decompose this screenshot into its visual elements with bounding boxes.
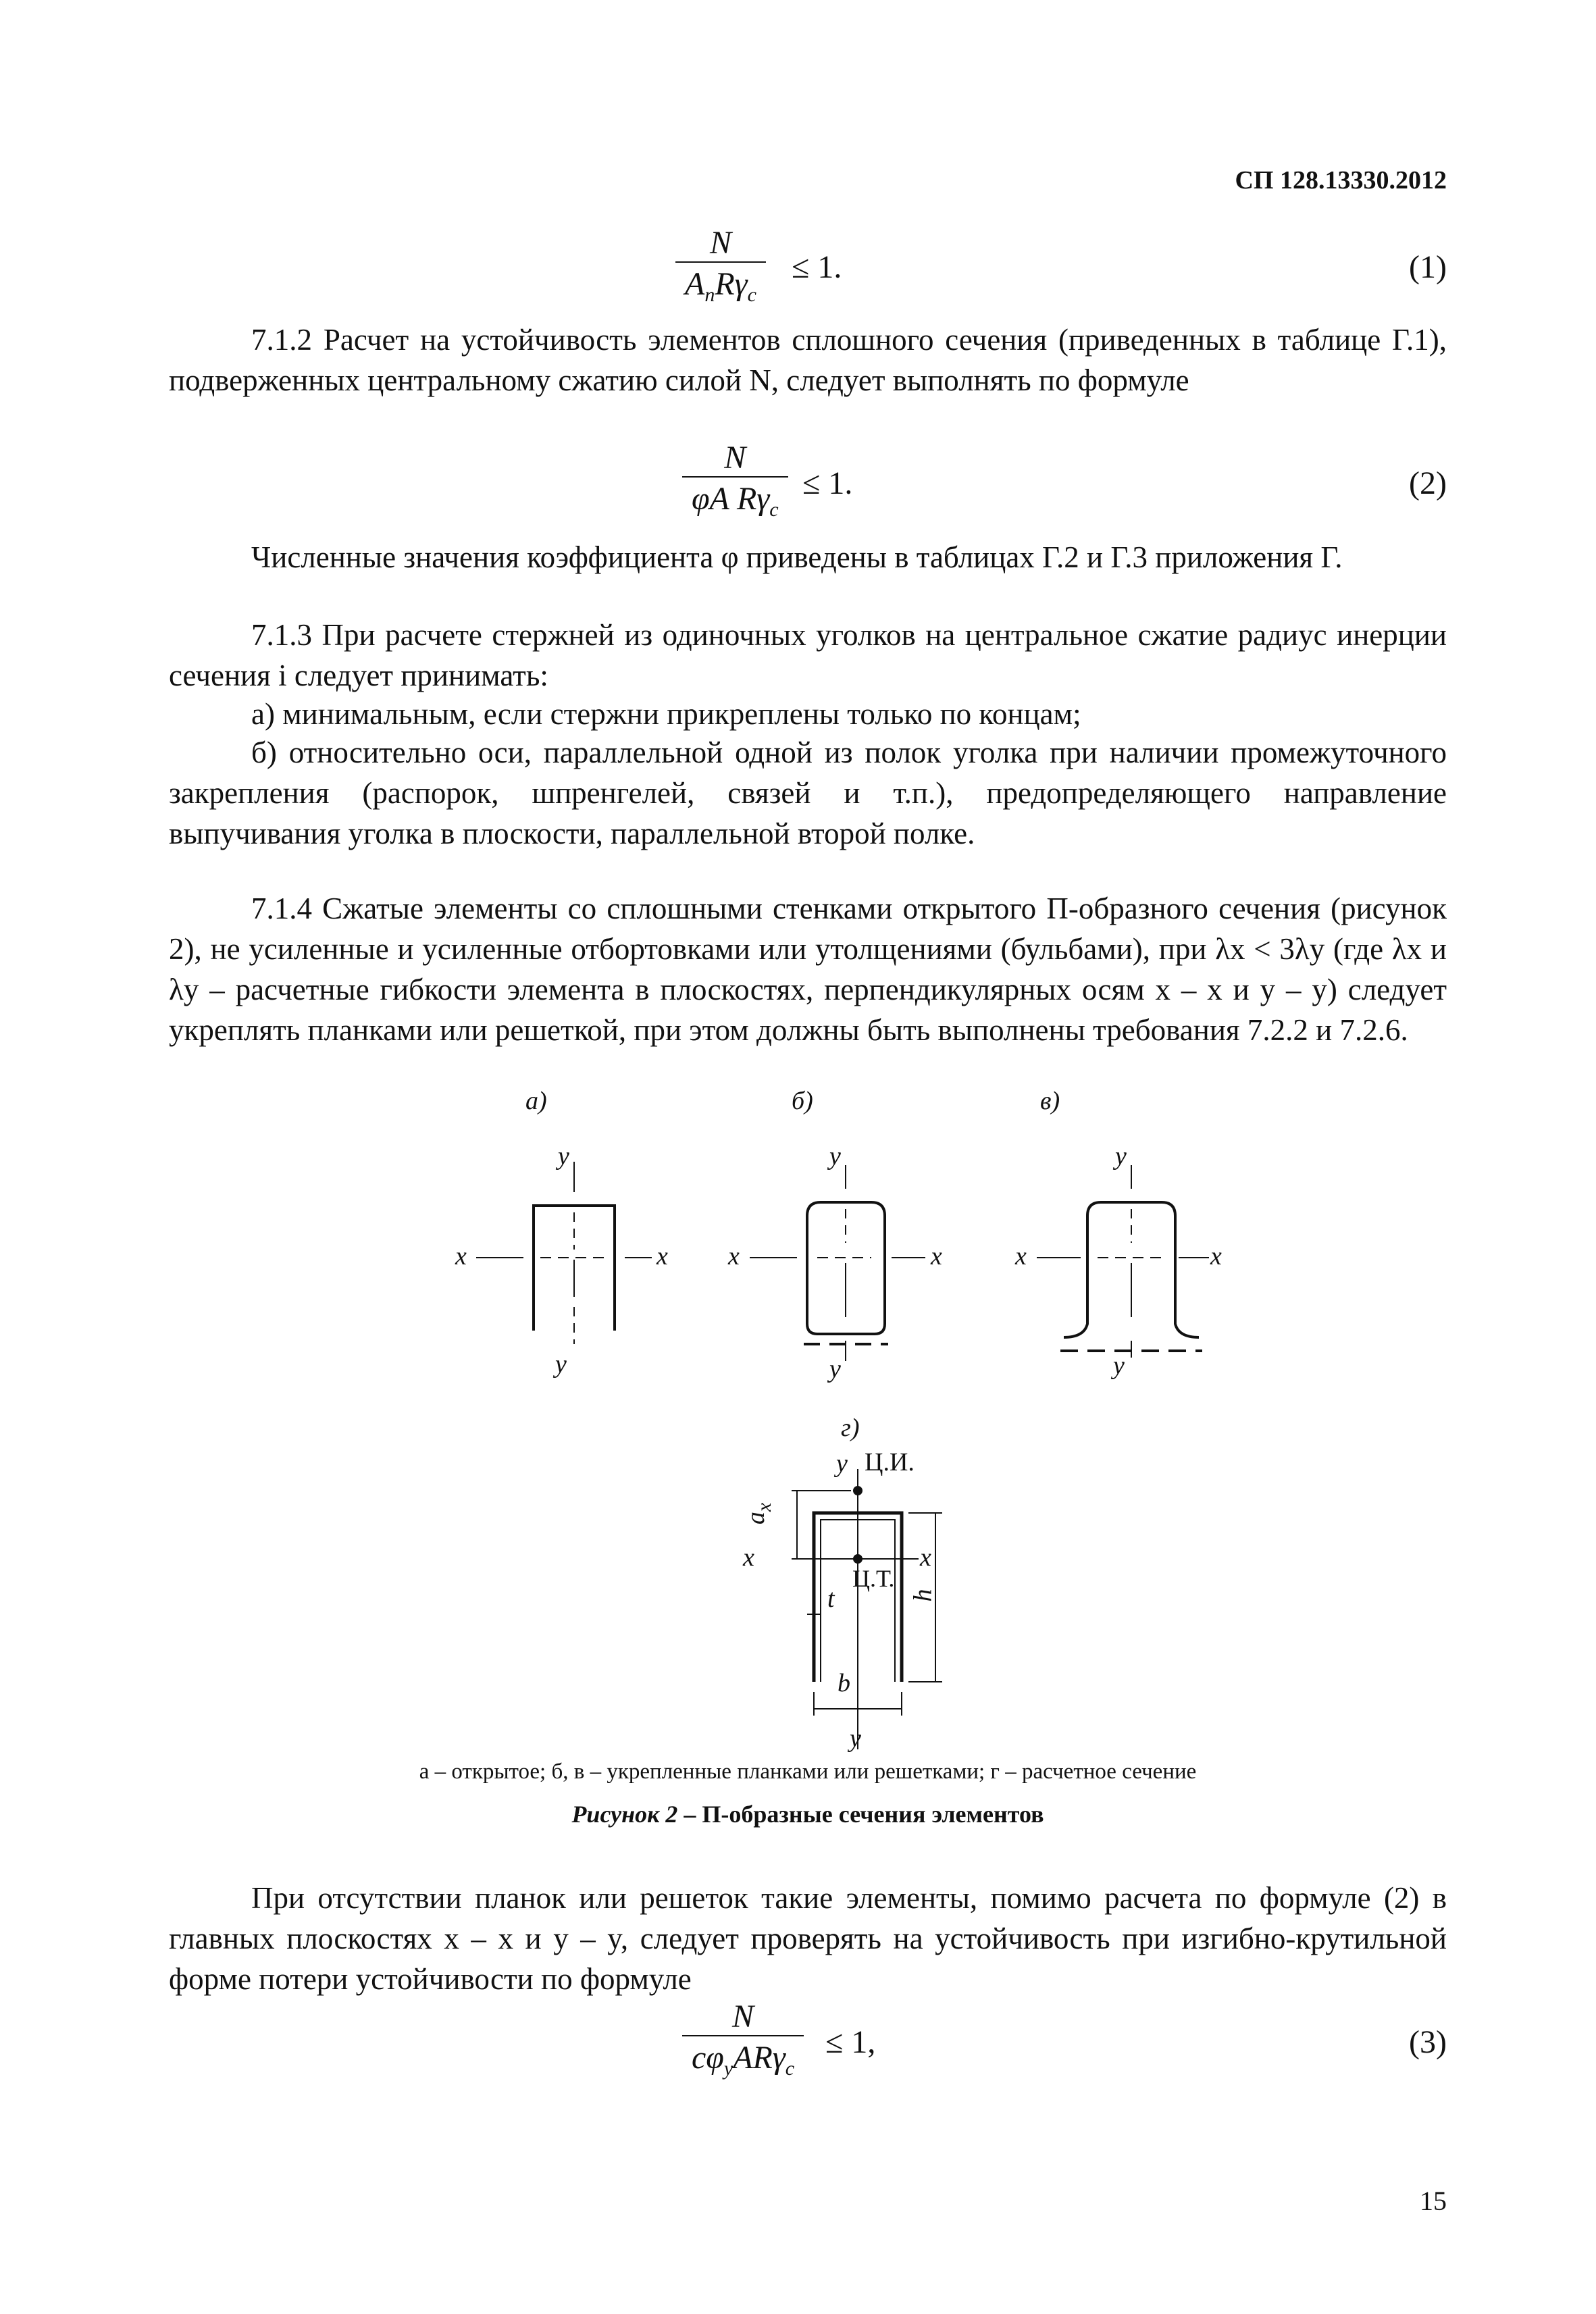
dim-t-label: t (827, 1585, 835, 1613)
paragraph-7-1-4: 7.1.4 Сжатые элементы со сплошными стенками открытого П-образного сечения (рисунок 2), не усиленные и усиленные отбортовками или утолщениями (бульбами), при λx < 3λy (где λx и λy – расчетные гибкости элемента в плоскостях, перпендикулярных осям x – x и y – y) следует укреплять планками или решеткой, при этом должны быть выполнены требования 7.2.2 и 7.2.6. (169, 892, 1447, 1047)
paragraph-7-1-3: 7.1.3 При расчете стержней из одиночных уголков на центральное сжатие радиус инерции сечения i следует принимать: (169, 618, 1447, 692)
axis-label-x-left-a: x (455, 1242, 467, 1270)
formula-2-number: (2) (1409, 465, 1447, 501)
formula-1-numerator: N (709, 225, 731, 261)
axis-label-y-bottom-v: y (1113, 1352, 1125, 1380)
formula-2-den-main: φA Rγ (692, 481, 770, 517)
dim-h-label: h (908, 1589, 937, 1602)
formula-3-fraction (682, 1998, 804, 2080)
axis-label-y-bottom-a: y (555, 1350, 567, 1379)
paragraph-7-1-3-a: а) минимальным, если стержни прикреплены только по концам; (251, 697, 1081, 731)
section-a-open (476, 1162, 652, 1344)
formula-2-relation: ≤ 1. (802, 465, 853, 501)
figure-title-number: Рисунок 2 (571, 1801, 678, 1828)
centroid-label: Ц.Т. (852, 1565, 895, 1592)
axis-label-y-bottom-b: y (829, 1355, 841, 1383)
formula-1-den-sub2: c (747, 284, 756, 306)
page-number: 15 (1420, 2186, 1447, 2216)
formula-2-den-sub: c (769, 498, 779, 521)
formula-1-relation: ≤ 1. (792, 249, 842, 285)
axis-label-x-right-v: x (1210, 1242, 1222, 1270)
paragraph-after-figure: При отсутствии планок или решеток такие элементы, помимо расчета по формуле (2) в главных плоскостях x – x и y – y, следует проверять на устойчивость при изгибно-крутильной форме потери устойчивости по формуле (169, 1881, 1447, 1996)
axis-label-y-top-a: y (558, 1142, 569, 1171)
formula-1-den-a: A (685, 266, 705, 302)
axis-label-y-top-b: y (829, 1142, 841, 1171)
dim-ax-sub: x (753, 1502, 776, 1512)
axis-label-x-left-b: x (728, 1242, 740, 1270)
dim-b-label: b (838, 1669, 850, 1697)
section-b-battened (750, 1165, 925, 1361)
formula-2-denominator (682, 476, 788, 521)
formula-3-den-sub: y (723, 2057, 733, 2080)
document-code: СП 128.13330.2012 (1235, 166, 1447, 195)
paragraph-7-1-3-b: б) относительно оси, параллельной одной из полок уголка при наличии промежуточного закрепления (распорок, шпренгелей, связей и т.п.), предопределяющего направление выпучивания уголка в плоскости, параллельной второй полке. (169, 736, 1447, 850)
dim-ax-letter: a (742, 1512, 771, 1525)
figure-caption (169, 1759, 1447, 1784)
formula-3-den-sub2: c (785, 2057, 795, 2080)
formula-3-number: (3) (1409, 2024, 1447, 2060)
section-v-flanged (1037, 1165, 1209, 1358)
formula-1-den-sub: n (704, 284, 715, 306)
figure-label-a: а) (525, 1087, 547, 1115)
axis-label-x-right-a: x (657, 1242, 668, 1270)
formula-1-number: (1) (1409, 249, 1447, 285)
formula-2-fraction (682, 439, 788, 521)
figure-2-sections (0, 1074, 1596, 1770)
figure-caption-text: а – открытое; б, в – укрепленные планками или решетками; г – расчетное сечение (419, 1759, 1197, 1784)
section-g-design (792, 1469, 942, 1749)
formula-3-den-main: cφ (692, 2040, 724, 2076)
paragraph-phi-values: Численные значения коэффициента φ приведены в таблицах Г.2 и Г.3 приложения Г. (251, 540, 1343, 574)
axis-label-y-top-g: y (836, 1449, 848, 1478)
formula-1-den-rest: Rγ (715, 266, 748, 302)
formula-1-denominator (675, 261, 766, 307)
figure-label-g: г) (841, 1414, 860, 1442)
formula-3-denominator (682, 2035, 804, 2080)
figure-label-v: в) (1040, 1087, 1060, 1115)
formula-3-relation: ≤ 1, (825, 2024, 876, 2060)
axis-label-y-bottom-g: y (850, 1724, 861, 1753)
formula-2-numerator: N (724, 440, 746, 475)
paragraph-7-1-2: 7.1.2 Расчет на устойчивость элементов сплошного сечения (приведенных в таблице Г.1), подверженных центральному сжатию силой N, следует выполнять по формуле (169, 323, 1447, 397)
figure-title-text: – П-образные сечения элементов (677, 1801, 1044, 1828)
figure-label-b: б) (792, 1087, 813, 1115)
formula-3-numerator: N (732, 1999, 754, 2034)
dim-ax-label (741, 1503, 776, 1524)
shear-center-label: Ц.И. (865, 1448, 915, 1476)
axis-label-x-right-g: x (920, 1543, 931, 1572)
axis-label-x-left-g: x (743, 1543, 754, 1572)
formula-3-den-rest: ARγ (733, 2040, 786, 2076)
axis-label-x-right-b: x (931, 1242, 942, 1270)
axis-label-x-left-v: x (1015, 1242, 1027, 1270)
figure-title (169, 1800, 1447, 1828)
formula-1-fraction (675, 224, 766, 307)
axis-label-y-top-v: y (1115, 1142, 1127, 1171)
